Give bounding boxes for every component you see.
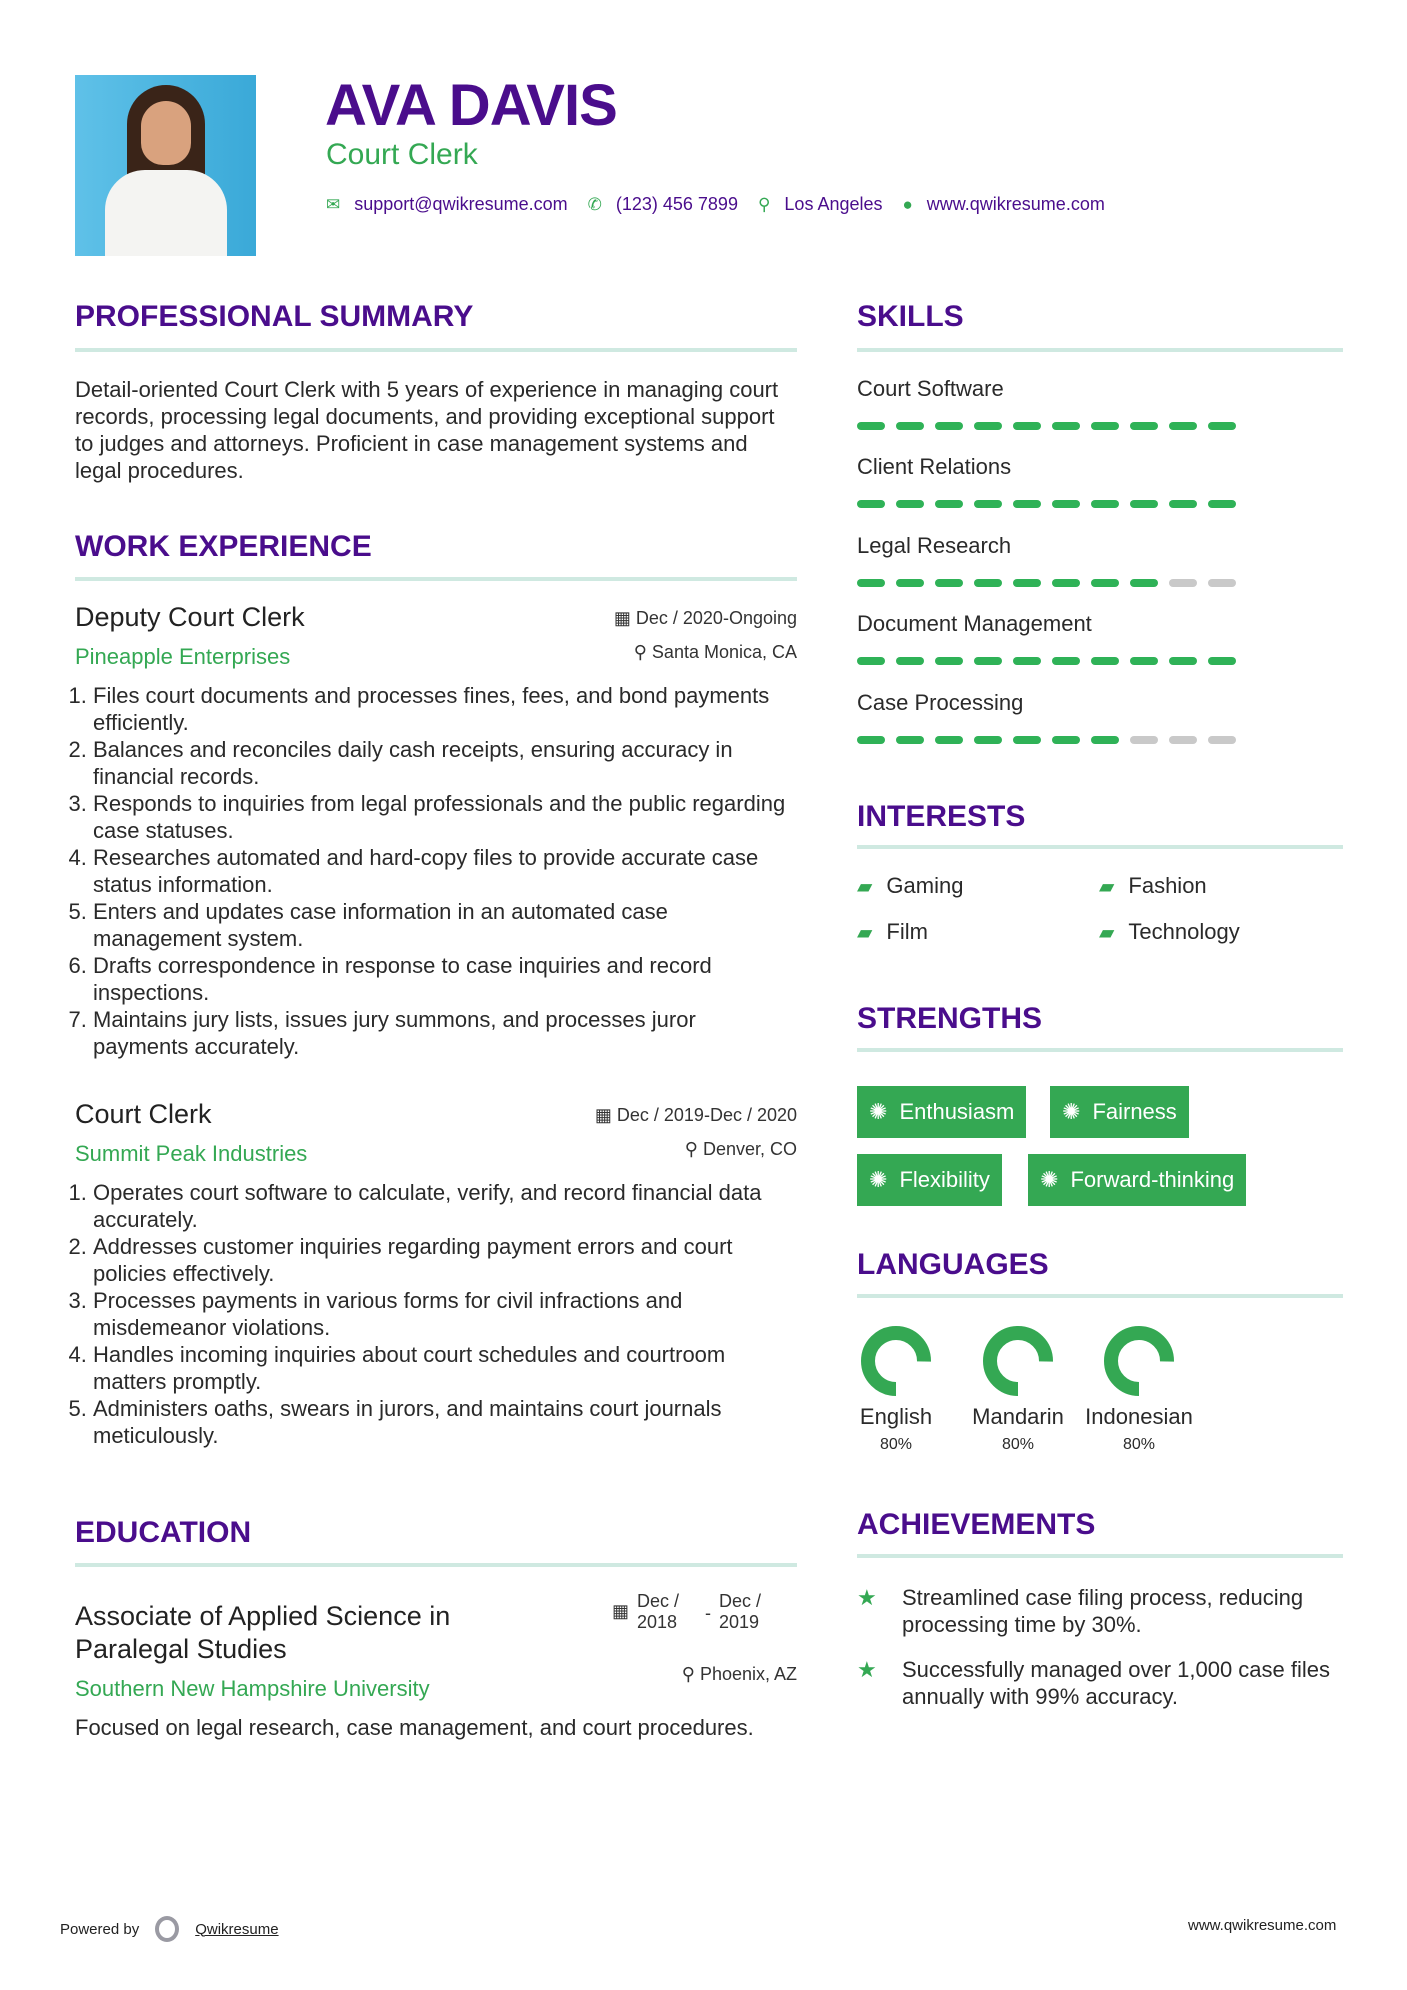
achievements-list: [857, 1584, 1343, 1728]
interest-item: [857, 919, 1099, 945]
candidate-name: AVA DAVIS: [325, 73, 617, 138]
globe-icon: ●: [902, 194, 913, 214]
qwikresume-link[interactable]: Qwikresume: [195, 1920, 279, 1938]
list-item: 5. Administers oaths, swears in jurors, and maintains court journals meticulously.: [93, 1395, 797, 1449]
level-dash-filled: [1052, 422, 1080, 430]
level-dash-filled: [857, 500, 885, 508]
divider: [857, 348, 1343, 352]
level-dash-filled: [1052, 500, 1080, 508]
summary-heading: PROFESSIONAL SUMMARY: [75, 300, 474, 333]
education-heading: EDUCATION: [75, 1516, 252, 1549]
badge-star-icon: ✺: [1040, 1167, 1059, 1192]
proficiency-ring: [861, 1326, 931, 1396]
level-dash-filled: [935, 579, 963, 587]
interest-label: Film: [886, 919, 928, 944]
achievement-text: Successfully managed over 1,000 case files annually with 99% accuracy.: [902, 1657, 1331, 1709]
skill-level-bar: [857, 500, 1343, 508]
responsibilities-list: [75, 682, 797, 1060]
strengths-heading: STRENGTHS: [857, 1002, 1043, 1035]
divider: [857, 1294, 1343, 1298]
level-dash-filled: [974, 657, 1002, 665]
interest-item: [1099, 919, 1341, 945]
skills-list: [857, 376, 1343, 768]
skill-item: [857, 690, 1343, 768]
interest-label: Gaming: [886, 873, 964, 898]
achievement-item: [857, 1656, 1343, 1710]
language-percent: 80%: [879, 1436, 913, 1453]
job-dates: [595, 1105, 797, 1126]
level-dash-filled: [1130, 500, 1158, 508]
level-dash-filled: [935, 736, 963, 744]
interest-item: [857, 873, 1099, 899]
level-dash-filled: [935, 657, 963, 665]
candidate-title: Court Clerk: [326, 138, 478, 171]
calendar-icon: ▦: [612, 1601, 630, 1621]
interest-label: Technology: [1128, 919, 1240, 944]
skill-label: Document Management: [857, 611, 1092, 637]
badge-star-icon: ✺: [869, 1099, 888, 1124]
job-title: Deputy Court Clerk: [75, 602, 305, 632]
level-dash-filled: [935, 422, 963, 430]
skill-item: [857, 454, 1343, 532]
location-text: Phoenix, AZ: [699, 1664, 797, 1684]
divider: [857, 1554, 1343, 1558]
level-dash-filled: [857, 657, 885, 665]
date-separator: -: [705, 1603, 712, 1623]
list-item: 5. Enters and updates case information in an automated case management system.: [93, 898, 797, 952]
level-dash-filled: [974, 422, 1002, 430]
map-pin-icon: ⚲: [757, 194, 771, 214]
language-name: English: [859, 1404, 933, 1429]
book-icon: ▰: [1099, 921, 1115, 944]
skill-label: Client Relations: [857, 454, 1012, 480]
interests-list: [857, 873, 1343, 945]
job-location: [634, 642, 797, 663]
interest-item: [1099, 873, 1341, 899]
divider: [75, 1563, 797, 1567]
level-dash-filled: [896, 736, 924, 744]
language-item: [1084, 1326, 1194, 1454]
badge-star-icon: ✺: [1062, 1099, 1081, 1124]
level-dash-filled: [1013, 579, 1041, 587]
list-item: 2. Addresses customer inquiries regarding payment errors and court policies effectively.: [93, 1233, 797, 1287]
skill-item: [857, 611, 1343, 689]
level-dash-empty: [1208, 736, 1236, 744]
level-dash-filled: [1052, 579, 1080, 587]
list-item: 3. Processes payments in various forms for civil infractions and misdemeanor violations.: [93, 1287, 797, 1341]
skill-label: Case Processing: [857, 689, 1024, 715]
level-dash-filled: [1130, 579, 1158, 587]
footer-website[interactable]: www.qwikresume.com: [1188, 1917, 1337, 1934]
level-dash-filled: [1052, 657, 1080, 665]
job-location: [685, 1139, 797, 1160]
company-name: Pineapple Enterprises: [75, 644, 291, 669]
level-dash-filled: [896, 500, 924, 508]
list-item: 1. Files court documents and processes fines, fees, and bond payments efficiently.: [93, 682, 797, 736]
company-name: Summit Peak Industries: [75, 1141, 308, 1166]
job-entry: [75, 602, 797, 1060]
pin-icon: ⚲: [681, 1664, 700, 1684]
achievement-item: [857, 1584, 1343, 1638]
education-description: Focused on legal research, case management, and court procedures.: [75, 1715, 754, 1740]
language-percent: 80%: [1122, 1436, 1156, 1453]
job-dates: [614, 608, 797, 629]
skill-label: Legal Research: [857, 532, 1012, 558]
level-dash-filled: [1013, 657, 1041, 665]
contact-globe[interactable]: www.qwikresume.com: [926, 194, 1105, 214]
book-icon: ▰: [857, 921, 873, 944]
contact-map-pin[interactable]: Los Angeles: [784, 194, 883, 214]
language-item: [963, 1326, 1073, 1454]
pin-icon: ⚲: [684, 1139, 703, 1159]
level-dash-empty: [1169, 579, 1197, 587]
calendar-icon: ▦: [613, 608, 636, 628]
language-name: Indonesian: [1085, 1404, 1193, 1429]
job-title: Court Clerk: [75, 1099, 212, 1129]
skill-level-bar: [857, 657, 1343, 665]
strength-badge: [1050, 1086, 1189, 1138]
summary-text: Detail-oriented Court Clerk with 5 years of experience in managing court records, processing legal documents, and providing exceptional support to judges and attorneys. Proficient in case management systems and legal procedures.: [75, 377, 779, 483]
contact-phone[interactable]: (123) 456 7899: [615, 194, 738, 214]
profile-photo: [75, 75, 256, 256]
level-dash-filled: [857, 422, 885, 430]
contact-bar: [326, 194, 1125, 215]
strength-label: Fairness: [1092, 1099, 1177, 1124]
degree: Associate of Applied Science in Paralegal Studies: [75, 1601, 451, 1664]
education-location: [560, 1664, 797, 1685]
list-item: 6. Drafts correspondence in response to case inquiries and record inspections.: [93, 952, 797, 1006]
level-dash-filled: [896, 657, 924, 665]
divider: [857, 845, 1343, 849]
location-text: Santa Monica, CA: [651, 642, 797, 662]
interest-label: Fashion: [1128, 873, 1207, 898]
proficiency-arc: [990, 1333, 1046, 1389]
level-dash-empty: [1130, 736, 1158, 744]
level-dash-filled: [1091, 422, 1119, 430]
footer-powered: [60, 1916, 279, 1942]
divider: [75, 348, 797, 352]
proficiency-arc: [868, 1333, 924, 1389]
proficiency-ring: [983, 1326, 1053, 1396]
list-item: 2. Balances and reconciles daily cash receipts, ensuring accuracy in financial records.: [93, 736, 797, 790]
language-item: [841, 1326, 951, 1454]
contact-envelope[interactable]: support@qwikresume.com: [354, 194, 568, 214]
proficiency-arc: [1111, 1333, 1167, 1389]
phone-icon: ✆: [587, 194, 602, 214]
list-item: 4. Handles incoming inquiries about court schedules and courtroom matters promptly.: [93, 1341, 797, 1395]
level-dash-empty: [1208, 579, 1236, 587]
level-dash-filled: [1208, 657, 1236, 665]
strength-label: Flexibility: [899, 1167, 990, 1192]
language-name: Mandarin: [972, 1404, 1064, 1429]
achievement-text: Streamlined case filing process, reducing processing time by 30%.: [902, 1585, 1304, 1637]
strength-badge: [1028, 1154, 1246, 1206]
language-percent: 80%: [1001, 1436, 1035, 1453]
achievements-heading: ACHIEVEMENTS: [857, 1508, 1096, 1541]
strength-badge: [857, 1154, 1002, 1206]
level-dash-filled: [1130, 657, 1158, 665]
date-text: Dec / 2019-Dec / 2020: [616, 1105, 797, 1125]
level-dash-filled: [1013, 736, 1041, 744]
strength-badge: [857, 1086, 1026, 1138]
level-dash-filled: [974, 579, 1002, 587]
pin-icon: ⚲: [633, 642, 652, 662]
proficiency-ring: [1104, 1326, 1174, 1396]
trophy-star-icon: ★: [857, 1657, 877, 1682]
book-icon: ▰: [1099, 875, 1115, 898]
level-dash-filled: [1091, 736, 1119, 744]
list-item: 1. Operates court software to calculate, verify, and record financial data accurately.: [93, 1179, 797, 1233]
interests-heading: INTERESTS: [857, 800, 1026, 833]
level-dash-filled: [896, 579, 924, 587]
level-dash-filled: [1169, 500, 1197, 508]
list-item: 7. Maintains jury lists, issues jury summons, and processes juror payments accurately.: [93, 1006, 797, 1060]
qwikresume-logo-icon: [155, 1916, 179, 1942]
level-dash-filled: [1013, 500, 1041, 508]
level-dash-filled: [935, 500, 963, 508]
list-item: 4. Researches automated and hard-copy files to provide accurate case status information.: [93, 844, 797, 898]
level-dash-filled: [1052, 736, 1080, 744]
skill-item: [857, 533, 1343, 611]
skill-level-bar: [857, 579, 1343, 587]
level-dash-filled: [857, 736, 885, 744]
strength-label: Enthusiasm: [899, 1099, 1015, 1124]
responsibilities-list: [75, 1179, 797, 1449]
level-dash-filled: [1091, 579, 1119, 587]
job-header: [75, 1099, 797, 1169]
book-icon: ▰: [857, 875, 873, 898]
level-dash-filled: [1208, 500, 1236, 508]
level-dash-filled: [1091, 657, 1119, 665]
education-dates: [612, 1591, 779, 1633]
level-dash-filled: [1169, 657, 1197, 665]
trophy-star-icon: ★: [857, 1585, 877, 1610]
divider: [75, 577, 797, 581]
end-date: Dec / 2019: [719, 1591, 762, 1632]
list-item: 3. Responds to inquiries from legal professionals and the public regarding case statuses.: [93, 790, 797, 844]
skills-heading: SKILLS: [857, 300, 964, 333]
level-dash-filled: [1208, 422, 1236, 430]
level-dash-filled: [857, 579, 885, 587]
school: Southern New Hampshire University: [75, 1676, 430, 1701]
languages-heading: LANGUAGES: [857, 1248, 1049, 1281]
level-dash-empty: [1169, 736, 1197, 744]
skill-level-bar: [857, 422, 1343, 430]
skill-level-bar: [857, 736, 1343, 744]
location-text: Denver, CO: [702, 1139, 797, 1159]
envelope-icon: ✉: [326, 194, 341, 214]
divider: [857, 1048, 1343, 1052]
badge-star-icon: ✺: [869, 1167, 888, 1192]
date-text: Dec / 2020-Ongoing: [635, 608, 797, 628]
job-header: [75, 602, 797, 672]
powered-by-label: Powered by: [60, 1920, 140, 1938]
level-dash-filled: [1091, 500, 1119, 508]
job-entry: [75, 1099, 797, 1449]
level-dash-filled: [974, 736, 1002, 744]
skill-label: Court Software: [857, 376, 1004, 401]
level-dash-filled: [1013, 422, 1041, 430]
work-experience-heading: WORK EXPERIENCE: [75, 530, 372, 563]
level-dash-filled: [974, 500, 1002, 508]
start-date: Dec / 2018: [637, 1591, 680, 1632]
level-dash-filled: [1169, 422, 1197, 430]
calendar-icon: ▦: [594, 1105, 617, 1125]
strength-label: Forward-thinking: [1070, 1167, 1235, 1192]
level-dash-filled: [896, 422, 924, 430]
skill-item: [857, 376, 1343, 454]
level-dash-filled: [1130, 422, 1158, 430]
